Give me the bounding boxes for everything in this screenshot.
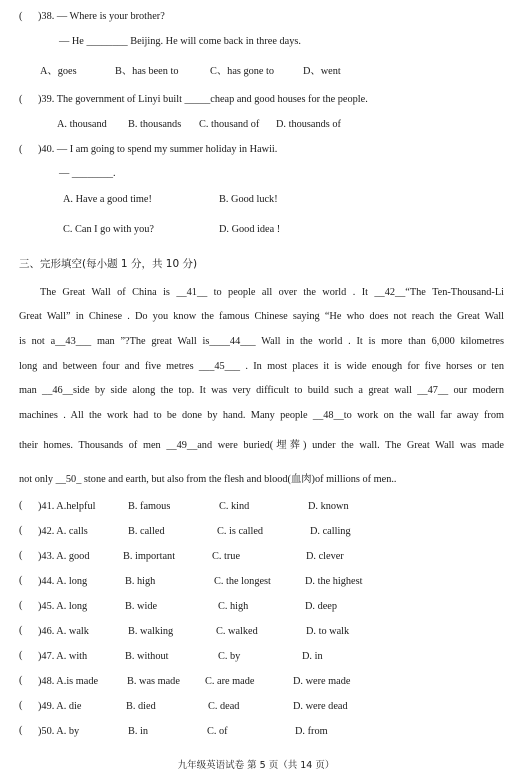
- q40-option-d: D. Good idea !: [219, 224, 281, 235]
- answer-paren: (: [19, 550, 23, 561]
- option-b: B. without: [125, 651, 169, 662]
- answer-paren: (: [19, 600, 23, 611]
- option-b: B. famous: [128, 501, 171, 512]
- option-c: C. high: [218, 601, 249, 612]
- passage-line: long and between four and five metres ___45___ . In most places it is wide enough for five horses or ten: [19, 361, 504, 372]
- answer-paren: (: [19, 525, 23, 536]
- q40-paren: (: [19, 144, 23, 155]
- answer-paren: (: [19, 575, 23, 586]
- option-a: )50. A. by: [38, 726, 80, 737]
- option-a: )42. A. calls: [38, 526, 88, 537]
- q40-option-b: B. Good luck!: [219, 194, 278, 205]
- passage-line: machines . All the work had to be done by hand. Many people __48__to work on the wall far away from: [19, 410, 504, 421]
- passage-line: not only __50_ stone and earth, but also from the flesh and blood(血肉)of millions of men..: [19, 474, 397, 485]
- option-a: )45. A. long: [38, 601, 88, 612]
- option-d: D. in: [302, 651, 323, 662]
- page-footer: 九年级英语试卷 第 5 页（共 14 页）: [177, 760, 335, 771]
- option-d: D. from: [295, 726, 328, 737]
- option-b: B. high: [125, 576, 156, 587]
- q38-option-c: C、has gone to: [210, 66, 275, 77]
- answer-paren: (: [19, 675, 23, 686]
- option-c: C. are made: [205, 676, 255, 687]
- option-b: B. died: [126, 701, 156, 712]
- q39-stem: )39. The government of Linyi built _____cheap and good houses for the people.: [38, 94, 368, 105]
- q40-line2: — ________.: [59, 168, 116, 179]
- option-c: C. true: [212, 551, 241, 562]
- option-c: C. of: [207, 726, 228, 737]
- q38-option-b: B、has been to: [115, 66, 179, 77]
- option-b: B. in: [128, 726, 149, 737]
- option-c: C. kind: [219, 501, 250, 512]
- passage-line: man __46__side by side along the top. It was very difficult to build such a great wall __47__ our modern: [19, 385, 504, 396]
- q38-option-a: A、goes: [40, 66, 77, 77]
- passage-line: The Great Wall of China is __41__ to people all over the world . It __42__“The Ten-Thousand-Li: [40, 287, 504, 298]
- option-a: )49. A. die: [38, 701, 82, 712]
- answer-paren: (: [19, 500, 23, 511]
- passage-line: is not a__43___ man ”?The great Wall is____44___ Wall in the world . It is more than 6,000 kilometres: [19, 336, 504, 347]
- option-a: )46. A. walk: [38, 626, 89, 637]
- option-a: )43. A. good: [38, 551, 90, 562]
- q38-stem: )38. — Where is your brother?: [38, 11, 165, 22]
- option-b: B. important: [123, 551, 176, 562]
- option-d: D. known: [308, 501, 349, 512]
- option-c: C. is called: [217, 526, 264, 537]
- option-c: C. the longest: [214, 576, 271, 587]
- option-b: B. called: [128, 526, 165, 537]
- q40-option-a: A. Have a good time!: [63, 194, 152, 205]
- option-d: D. were made: [293, 676, 351, 687]
- passage-line: their homes. Thousands of men __49__and were buried(埋葬) under the wall. The Great Wall was made: [19, 440, 504, 451]
- option-a: )44. A. long: [38, 576, 88, 587]
- option-d: D. clever: [306, 551, 344, 562]
- option-d: D. calling: [310, 526, 351, 537]
- option-d: D. were dead: [293, 701, 348, 712]
- option-d: D. the highest: [305, 576, 363, 587]
- q39-option-b: B. thousands: [128, 119, 182, 130]
- option-c: C. dead: [208, 701, 240, 712]
- option-d: D. to walk: [306, 626, 350, 637]
- option-b: B. wide: [125, 601, 158, 612]
- q39-option-a: A. thousand: [57, 119, 107, 130]
- q40-option-c: C. Can I go with you?: [63, 224, 154, 235]
- q38-option-d: D、went: [303, 66, 341, 77]
- option-c: C. walked: [216, 626, 258, 637]
- q39-paren: (: [19, 94, 23, 105]
- option-a: )47. A. with: [38, 651, 88, 662]
- q39-option-c: C. thousand of: [199, 119, 260, 130]
- option-c: C. by: [218, 651, 241, 662]
- q38-line2: — He ________ Beijing. He will come back in three days.: [59, 36, 301, 47]
- option-b: B. walking: [128, 626, 174, 637]
- section-title: 三、完形填空(每小题 1 分，共 10 分): [19, 258, 198, 270]
- q40-stem: )40. — I am going to spend my summer holiday in Hawii.: [38, 144, 278, 155]
- option-a: )48. A.is made: [38, 676, 99, 687]
- option-b: B. was made: [127, 676, 180, 687]
- answer-paren: (: [19, 725, 23, 736]
- passage-line: Great Wall” in Chinese . Do you know the famous Chinese saying “He who does not reach the Great Wall: [19, 311, 504, 322]
- answer-paren: (: [19, 625, 23, 636]
- q39-option-d: D. thousands of: [276, 119, 341, 130]
- option-d: D. deep: [305, 601, 338, 612]
- option-a: )41. A.helpful: [38, 501, 96, 512]
- answer-paren: (: [19, 650, 23, 661]
- q38-paren: (: [19, 11, 23, 22]
- answer-paren: (: [19, 700, 23, 711]
